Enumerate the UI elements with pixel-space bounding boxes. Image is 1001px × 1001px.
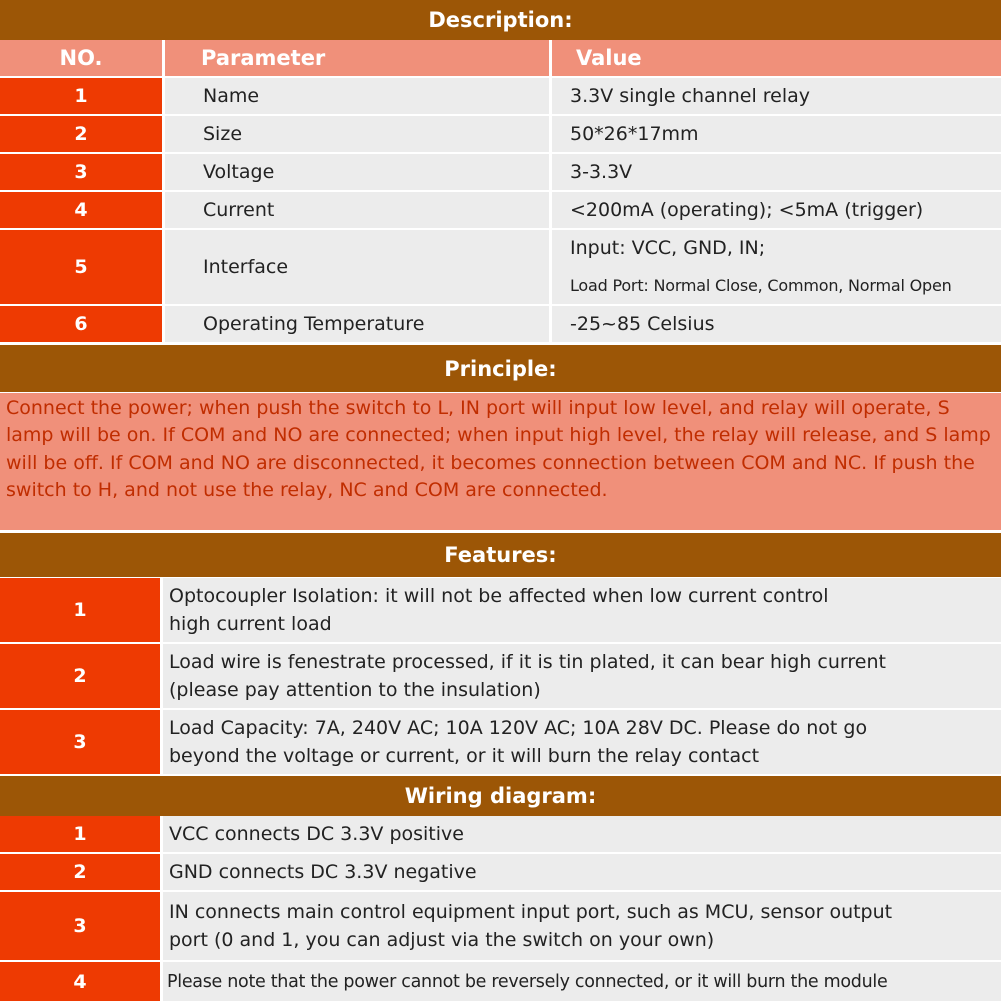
param-value — [552, 192, 1001, 230]
param-name: Name — [165, 78, 552, 116]
feature-text — [163, 578, 1001, 644]
description-row — [0, 192, 1001, 230]
row-number: 1 — [0, 816, 163, 854]
feature-line: Optocoupler Isolation: it will not be affected when low current control — [169, 585, 829, 607]
row-number: 4 — [0, 192, 165, 230]
value-text: 50*26*17mm — [570, 123, 699, 145]
param-name: Current — [165, 192, 552, 230]
param-name: Size — [165, 116, 552, 154]
feature-row — [0, 710, 1001, 776]
wiring-row — [0, 892, 1001, 962]
description-row — [0, 116, 1001, 154]
value-text: 3.3V single channel relay — [570, 85, 811, 107]
description-row — [0, 154, 1001, 192]
value-text: 3-3.3V — [570, 161, 633, 183]
wiring-line: port (0 and 1, you can adjust via the switch on your own) — [169, 929, 715, 951]
row-number: 6 — [0, 306, 165, 344]
feature-text — [163, 710, 1001, 776]
wiring-row — [0, 854, 1001, 892]
feature-line: Load wire is fenestrate processed, if it is tin plated, it can bear high current — [169, 651, 886, 673]
wiring-row — [0, 962, 1001, 1001]
column-header-parameter: Parameter — [165, 40, 552, 78]
row-number: 3 — [0, 710, 163, 776]
row-number: 1 — [0, 78, 165, 116]
description-row — [0, 230, 1001, 306]
row-number: 2 — [0, 854, 163, 892]
param-name: Interface — [165, 230, 552, 306]
principle-header: Principle: — [0, 345, 1001, 392]
description-column-headers — [0, 40, 1001, 78]
param-name: Operating Temperature — [165, 306, 552, 344]
row-number: 3 — [0, 892, 163, 962]
param-value — [552, 230, 1001, 306]
param-value — [552, 78, 1001, 116]
description-header: Description: — [0, 0, 1001, 40]
param-value — [552, 154, 1001, 192]
description-row — [0, 306, 1001, 344]
feature-text — [163, 644, 1001, 710]
param-value — [552, 306, 1001, 344]
principle-text: Connect the power; when push the switch to L, IN port will input low level, and relay will operate, S lamp will be on. If COM and NO are connected; when input high level, the relay will release, and S lamp will be off. If COM and NO are disconnected, it becomes connection between COM and NC. If push the switch to H, and not use the relay, NC and COM are connected. — [0, 393, 1001, 530]
row-number: 1 — [0, 578, 163, 644]
row-number: 4 — [0, 962, 163, 1001]
wiring-text: VCC connects DC 3.3V positive — [163, 816, 1001, 854]
row-number: 5 — [0, 230, 165, 306]
feature-line: high current load — [169, 613, 332, 635]
row-number: 3 — [0, 154, 165, 192]
features-header: Features: — [0, 533, 1001, 577]
value-text-secondary: Load Port: Normal Close, Common, Normal Open — [570, 276, 952, 295]
row-number: 2 — [0, 644, 163, 710]
wiring-text — [163, 892, 1001, 962]
feature-row — [0, 644, 1001, 710]
column-header-value: Value — [552, 40, 1001, 78]
feature-line: beyond the voltage or current, or it will burn the relay contact — [169, 745, 760, 767]
feature-row — [0, 578, 1001, 644]
wiring-line: IN connects main control equipment input port, such as MCU, sensor output — [169, 901, 893, 923]
value-text: -25~85 Celsius — [570, 313, 715, 335]
wiring-text: GND connects DC 3.3V negative — [163, 854, 1001, 892]
wiring-row — [0, 816, 1001, 854]
description-row — [0, 78, 1001, 116]
value-text: Input: VCC, GND, IN; — [570, 237, 766, 259]
param-name: Voltage — [165, 154, 552, 192]
column-header-no: NO. — [0, 40, 165, 78]
value-text: <200mA (operating); <5mA (trigger) — [570, 199, 924, 221]
feature-line: Load Capacity: 7A, 240V AC; 10A 120V AC; 10A 28V DC. Please do not go — [169, 717, 868, 739]
wiring-header: Wiring diagram: — [0, 776, 1001, 816]
wiring-text: Please note that the power cannot be reversely connected, or it will burn the module — [163, 962, 1001, 1001]
feature-line: (please pay attention to the insulation) — [169, 679, 541, 701]
row-number: 2 — [0, 116, 165, 154]
param-value — [552, 116, 1001, 154]
